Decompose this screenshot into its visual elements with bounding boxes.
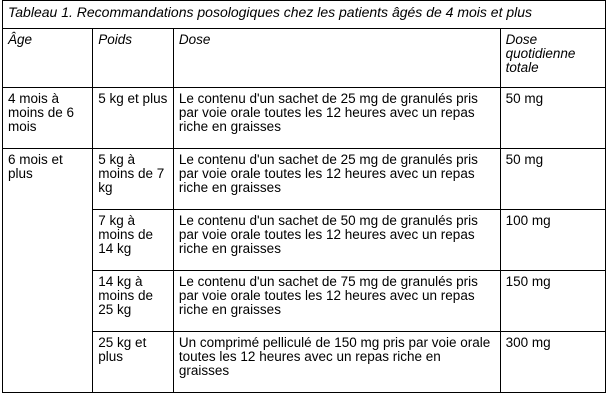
table-row (3, 88, 606, 149)
dosage-table-container (2, 0, 606, 393)
cell-weight: 14 kg à moins de 25 kg (93, 271, 174, 332)
cell-dose: Un comprimé pelliculé de 150 mg pris par voie orale toutes les 12 heures avec un repas riche en graisses (173, 332, 500, 393)
cell-dose: Le contenu d'un sachet de 50 mg de granulés pris par voie orale toutes les 12 heures avec un repas riche en graisses (173, 210, 500, 271)
cell-daily-dose: 100 mg (500, 210, 605, 271)
header-age: Âge (3, 29, 93, 88)
cell-daily-dose: 150 mg (500, 271, 605, 332)
table-row (3, 210, 606, 271)
header-weight: Poids (93, 29, 174, 88)
header-dose: Dose (173, 29, 500, 88)
cell-weight: 5 kg et plus (93, 88, 174, 149)
cell-daily-dose: 300 mg (500, 332, 605, 393)
table-caption: Tableau 1. Recommandations posologiques chez les patients âgés de 4 mois et plus (3, 1, 606, 29)
cell-weight: 5 kg à moins de 7 kg (93, 149, 174, 210)
cell-age: 6 mois et plus (3, 149, 93, 393)
table-row (3, 332, 606, 393)
header-daily-dose: Dose quotidienne totale (500, 29, 605, 88)
cell-daily-dose: 50 mg (500, 149, 605, 210)
cell-weight: 7 kg à moins de 14 kg (93, 210, 174, 271)
cell-dose: Le contenu d'un sachet de 75 mg de granulés pris par voie orale toutes les 12 heures avec un repas riche en graisses (173, 271, 500, 332)
cell-dose: Le contenu d'un sachet de 25 mg de granulés pris par voie orale toutes les 12 heures avec un repas riche en graisses (173, 88, 500, 149)
table-row (3, 271, 606, 332)
header-row (3, 29, 606, 88)
cell-weight: 25 kg et plus (93, 332, 174, 393)
cell-daily-dose: 50 mg (500, 88, 605, 149)
caption-row (3, 1, 606, 29)
dosage-table (2, 0, 606, 393)
cell-age: 4 mois à moins de 6 mois (3, 88, 93, 149)
table-row (3, 149, 606, 210)
cell-dose: Le contenu d'un sachet de 25 mg de granulés pris par voie orale toutes les 12 heures avec un repas riche en graisses (173, 149, 500, 210)
